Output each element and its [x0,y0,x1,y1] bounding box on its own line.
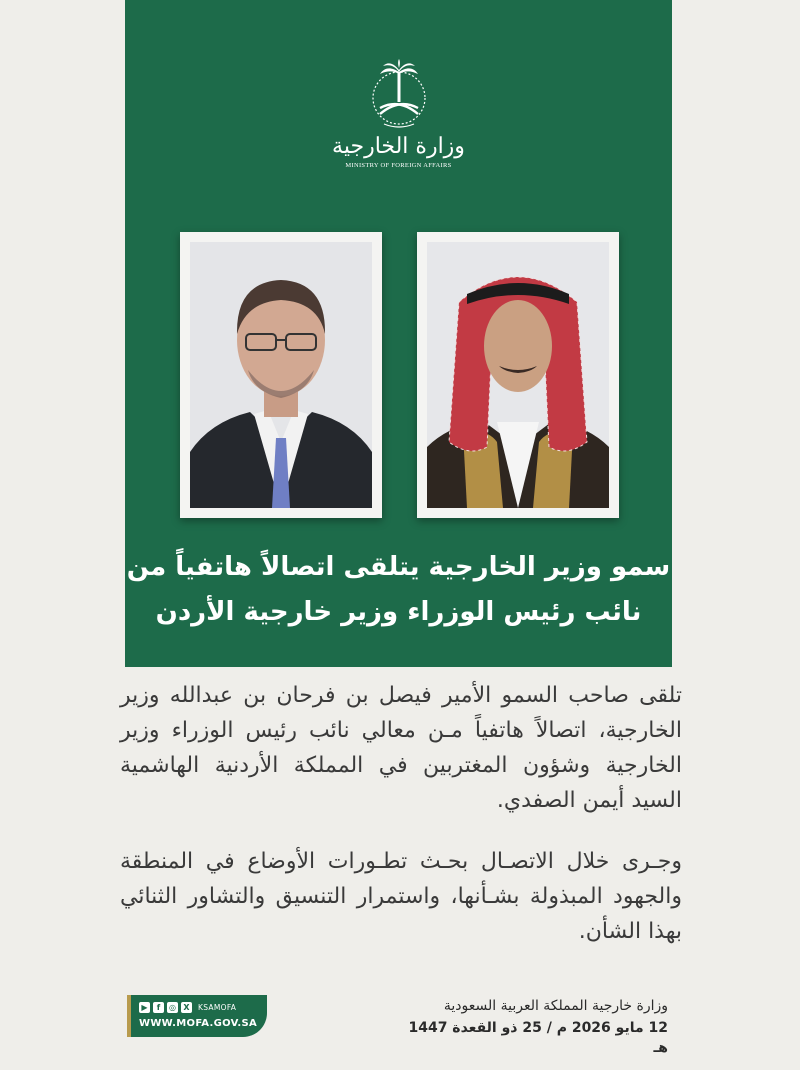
footer-social-badge [127,995,267,1037]
headline [125,548,672,632]
portrait-right-image [427,242,609,508]
article-paragraph-1: تلقى صاحب السمو الأمير فيصل بن فرحان بن عبدالله وزير الخارجية، اتصالاً هاتفياً مـن معالي نائب رئيس الوزراء وزير الخارجية وشؤون المغتربين في المملكة الأردنية الهاشمية السيد أيمن الصفدي. [120,683,682,813]
instagram-icon[interactable]: ◎ [167,1002,178,1013]
social-icons-row [139,1000,257,1014]
portrait-right [417,232,619,518]
article-paragraph-2: وجـرى خلال الاتصـال بحـث تطـورات الأوضاع في المنطقة والجهود المبذولة بشـأنها، واستمرار التنسيق والتشاور الثنائي بهذا الشأن. [120,849,682,944]
footer-date: 12 مايو 2026 م / 25 ذو القعدة 1447 هـ [408,1020,668,1056]
facebook-icon[interactable]: f [153,1002,164,1013]
headline-line-1: سمو وزير الخارجية يتلقى اتصالاً هاتفياً من [126,552,671,582]
website-link[interactable]: WWW.MOFA.GOV.SA [139,1018,258,1029]
portrait-left-image [190,242,372,508]
youtube-icon[interactable]: ▶ [139,1002,150,1013]
social-handle[interactable]: KSAMOFA [198,1002,237,1012]
ministry-name-english: MINISTRY OF FOREIGN AFFAIRS [345,162,452,169]
footer-attribution [408,996,668,1058]
article-body [120,678,682,949]
footer-organization: وزارة خارجية المملكة العربية السعودية [443,998,668,1014]
ministry-logo [125,58,672,169]
portrait-left [180,232,382,518]
palm-and-swords-icon [366,58,432,130]
ministry-name-arabic: وزارة الخارجية [332,134,465,159]
x-icon[interactable]: X [181,1002,192,1013]
headline-line-2: نائب رئيس الوزراء وزير خارجية الأردن [155,597,642,627]
